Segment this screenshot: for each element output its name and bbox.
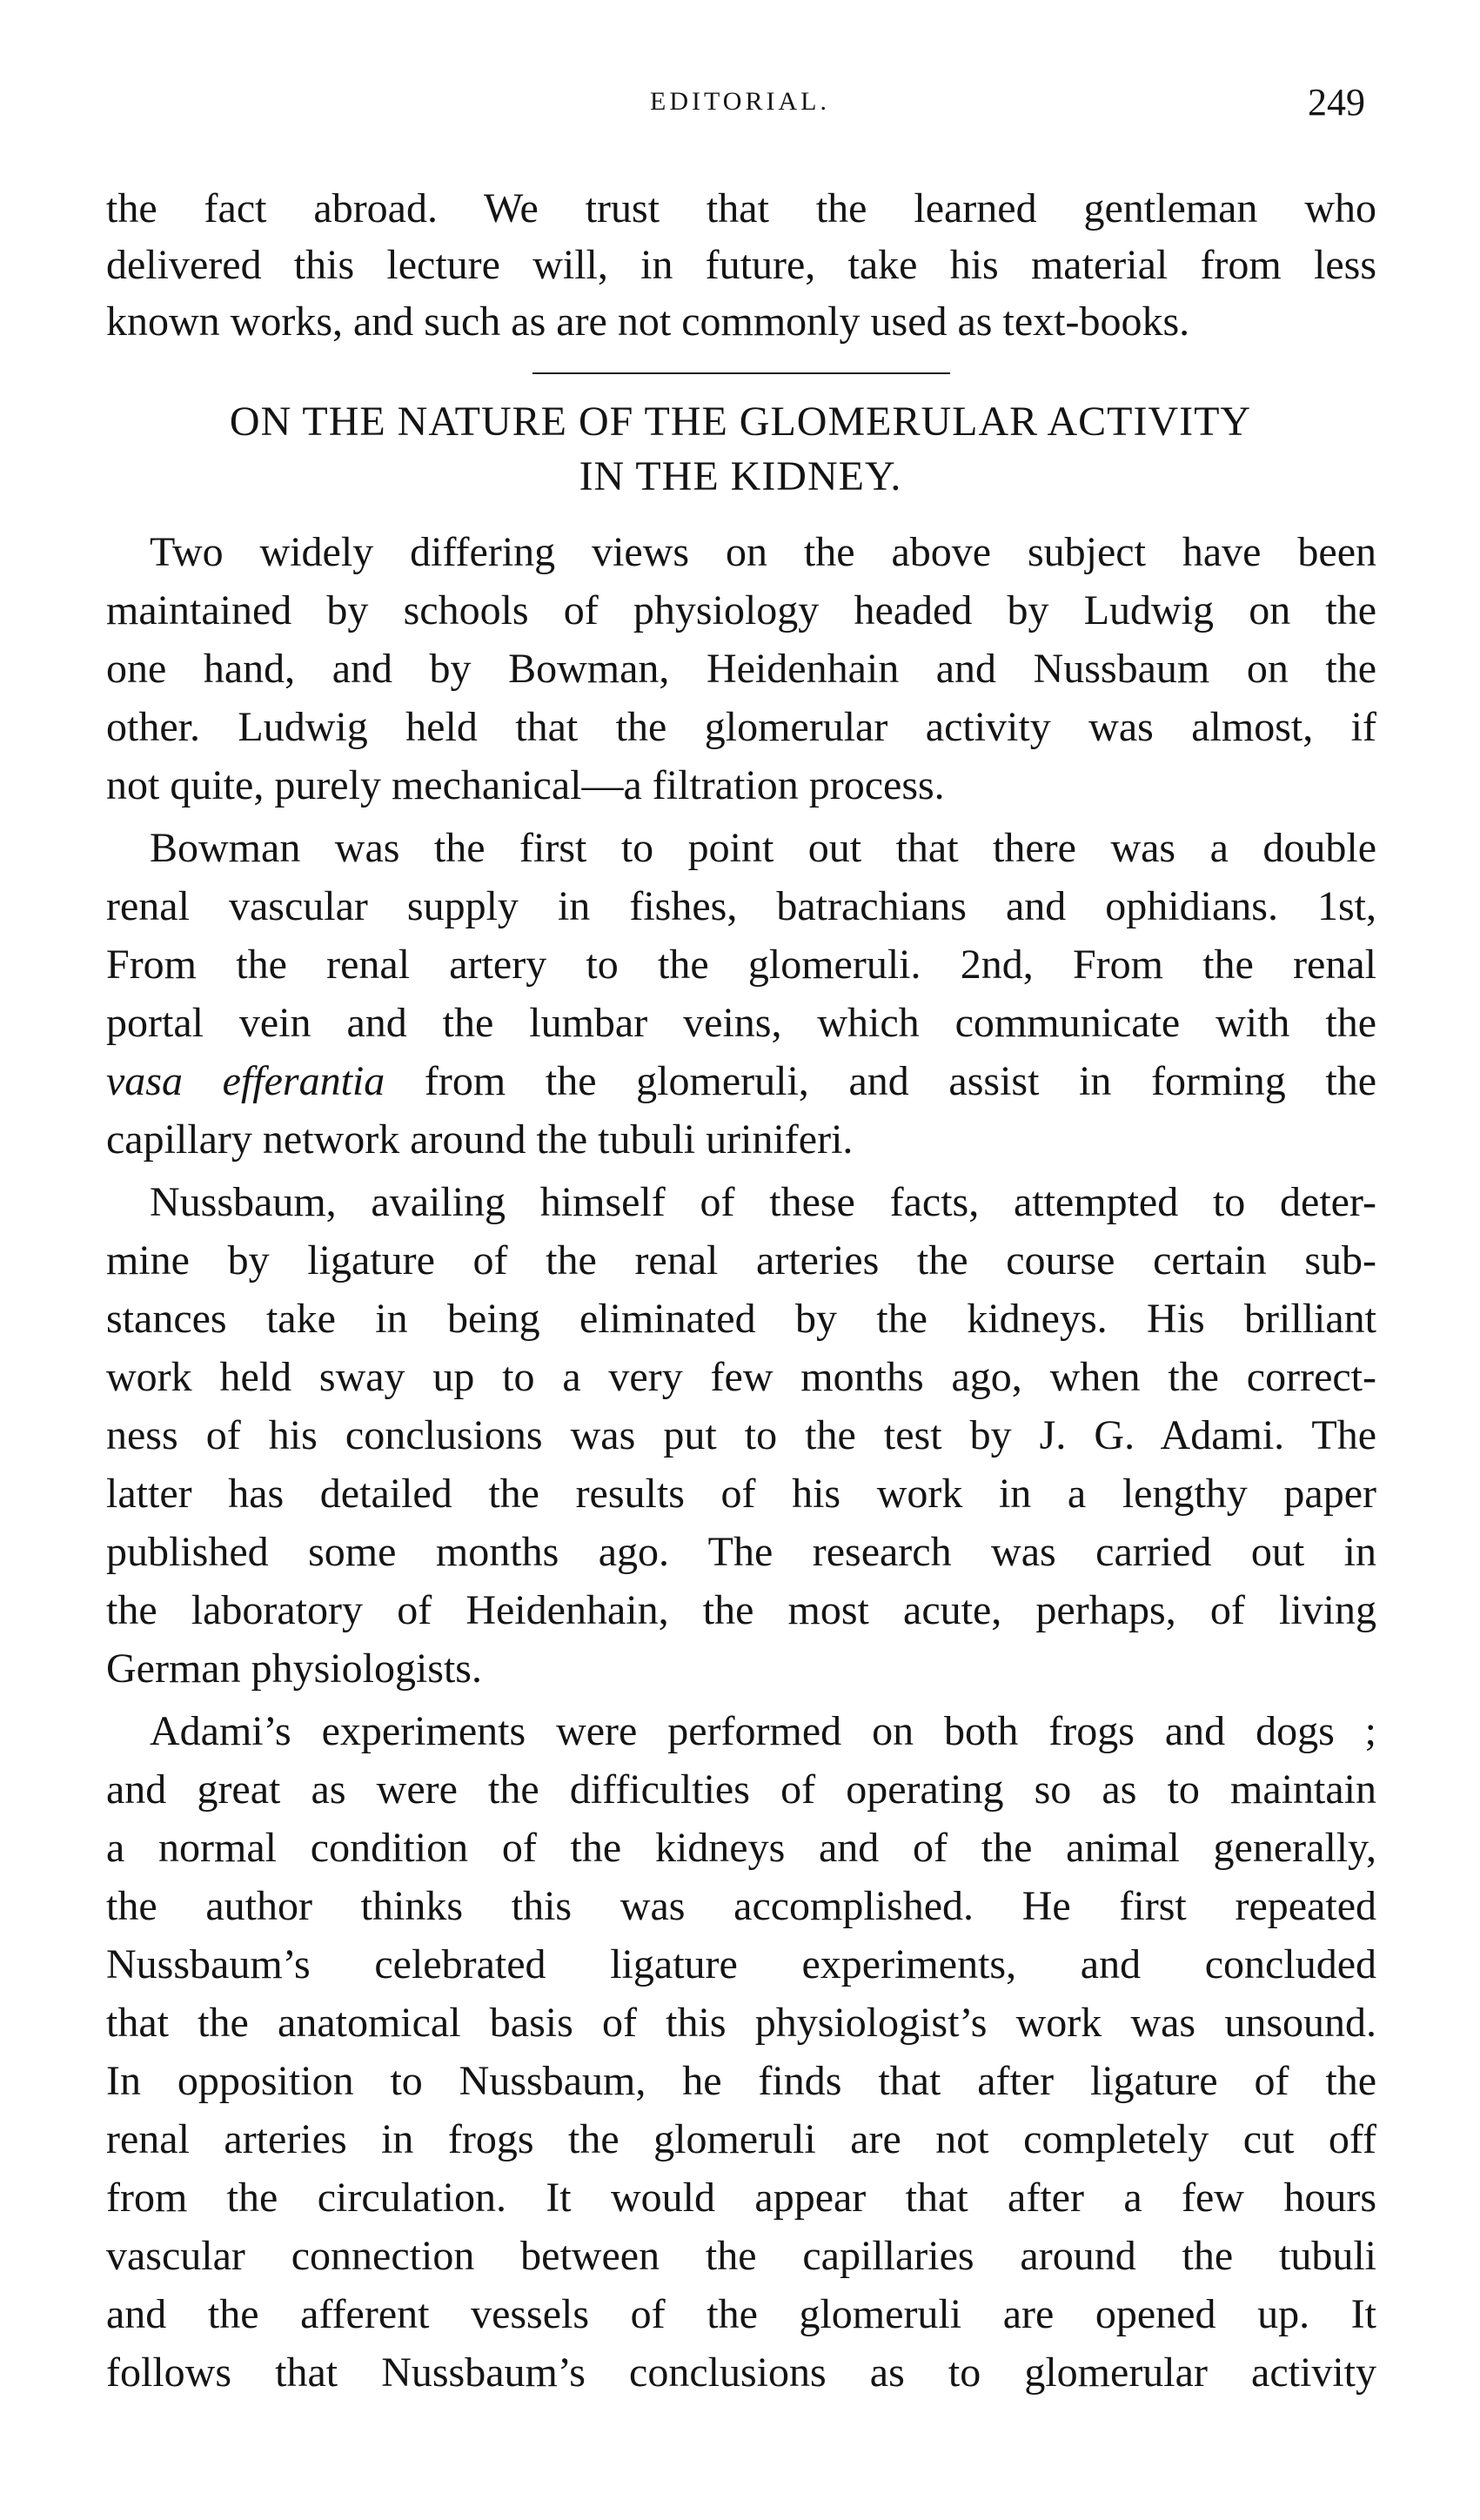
text-line: capillary network around the tubuli uriniferi. bbox=[106, 1116, 854, 1163]
text-line: known works, and such as are not commonly used as text-books. bbox=[106, 298, 1190, 345]
italic-phrase: vasa efferantia bbox=[106, 1058, 385, 1104]
text-line: that the anatomical basis of this physiologist’s work was unsound. bbox=[106, 2000, 1376, 2046]
text-line: a normal condition of the kidneys and of the animal generally, bbox=[106, 1825, 1376, 1871]
text-line: In opposition to Nussbaum, he finds that after ligature of the bbox=[106, 2058, 1376, 2104]
text-line: and the afferent vessels of the glomeruli are opened up. It bbox=[106, 2291, 1376, 2337]
text-line: stances take in being eliminated by the kidneys. His brilliant bbox=[106, 1296, 1376, 1342]
text-line: Nussbaum, availing himself of these facts, attempted to deter- bbox=[150, 1179, 1376, 1225]
text-line: latter has detailed the results of his work in a lengthy paper bbox=[106, 1471, 1376, 1517]
text-line: Two widely differing views on the above subject have been bbox=[150, 529, 1376, 575]
text-line: ness of his conclusions was put to the test by J. G. Adami. The bbox=[106, 1412, 1376, 1458]
text-line: the laboratory of Heidenhain, the most acute, perhaps, of living bbox=[106, 1587, 1376, 1633]
text-line: renal arteries in frogs the glomeruli are not completely cut off bbox=[106, 2116, 1376, 2162]
text-line: Nussbaum’s celebrated ligature experiments, and concluded bbox=[106, 1941, 1376, 1987]
text-line: Bowman was the first to point out that there was a double bbox=[150, 825, 1376, 871]
text-line: not quite, purely mechanical—a filtration process. bbox=[106, 762, 945, 808]
text-line: delivered this lecture will, in future, take his material from less bbox=[106, 242, 1376, 288]
text-line: the author thinks this was accomplished. He first repeated bbox=[106, 1883, 1376, 1929]
text-line: follows that Nussbaum’s conclusions as to glomerular activity bbox=[106, 2349, 1376, 2396]
running-head bbox=[0, 80, 1480, 132]
page-number: 249 bbox=[1308, 81, 1365, 124]
text-line: From the renal artery to the glomeruli. 2nd, From the renal bbox=[106, 942, 1376, 988]
text-line: Adami’s experiments were performed on both frogs and dogs ; bbox=[150, 1708, 1376, 1754]
article-heading: IN THE KIDNEY. bbox=[579, 453, 902, 499]
text-line: the fact abroad. We trust that the learned gentleman who bbox=[106, 185, 1376, 231]
text-line: mine by ligature of the renal arteries the course certain sub- bbox=[106, 1237, 1376, 1283]
text-line bbox=[106, 1056, 1376, 1108]
text-line: published some months ago. The research was carried out in bbox=[106, 1529, 1376, 1575]
article-heading: ON THE NATURE OF THE GLOMERULAR ACTIVITY bbox=[229, 399, 1252, 445]
line-rest: from the glomeruli, and assist in forming the bbox=[385, 1058, 1377, 1104]
text-line: vascular connection between the capillaries around the tubuli bbox=[106, 2233, 1376, 2279]
text-line: portal vein and the lumbar veins, which communicate with the bbox=[106, 1000, 1376, 1046]
text-line: work held sway up to a very few months ago, when the correct- bbox=[106, 1354, 1376, 1400]
text-line: renal vascular supply in fishes, batrachians and ophidians. 1st, bbox=[106, 883, 1376, 929]
text-line: other. Ludwig held that the glomerular activity was almost, if bbox=[106, 704, 1376, 750]
text-line: and great as were the difficulties of operating so as to maintain bbox=[106, 1766, 1376, 1813]
section-divider bbox=[532, 372, 950, 374]
running-title: EDITORIAL. bbox=[650, 87, 830, 116]
text-line: maintained by schools of physiology headed by Ludwig on the bbox=[106, 587, 1376, 633]
text-line: one hand, and by Bowman, Heidenhain and Nussbaum on the bbox=[106, 646, 1376, 692]
text-line: from the circulation. It would appear that after a few hours bbox=[106, 2175, 1376, 2221]
text-line: German physiologists. bbox=[106, 1645, 482, 1692]
